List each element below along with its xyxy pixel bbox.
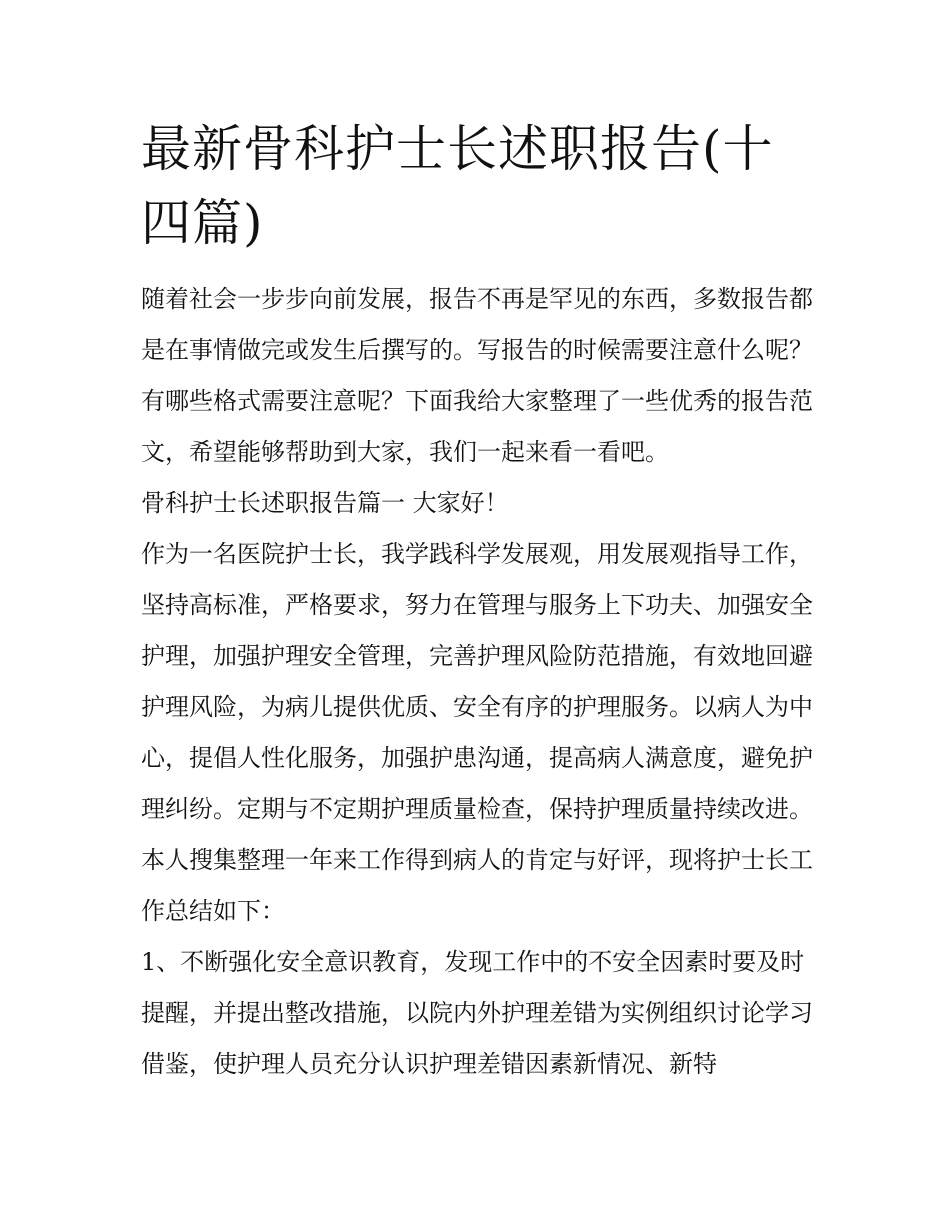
document-body	[141, 274, 816, 1090]
intro-paragraph: 随着社会一步步向前发展，报告不再是罕见的东西，多数报告都是在事情做完或发生后撰写的。写报告的时候需要注意什么呢？有哪些格式需要注意呢？下面我给大家整理了一些优秀的报告范文，希望能够帮助到大家，我们一起来看一看吧。	[141, 285, 813, 466]
document-title: 最新骨科护士长述职报告(十四篇)	[141, 120, 774, 252]
body-paragraph-1: 作为一名医院护士长，我学践科学发展观，用发展观指导工作，坚持高标准，严格要求，努力在管理与服务上下功夫、加强安全护理，加强护理安全管理，完善护理风险防范措施，有效地回避护理风险，为病儿提供优质、安全有序的护理服务。以病人为中心，提倡人性化服务，加强护患沟通，提高病人满意度，避免护理纠纷。定期与不定期护理质量检查，保持护理质量持续改进。本人搜集整理一年来工作得到病人的肯定与好评，现将护士长工作总结如下：	[141, 540, 813, 925]
body-paragraph-2: 1、不断强化安全意识教育，发现工作中的不安全因素时要及时提醒，并提出整改措施，以院内外护理差错为实例组织讨论学习借鉴，使护理人员充分认识护理差错因素新情况、新特	[141, 948, 813, 1078]
document-content	[141, 112, 816, 1090]
section-heading: 骨科护士长述职报告篇一 大家好！	[141, 489, 509, 517]
